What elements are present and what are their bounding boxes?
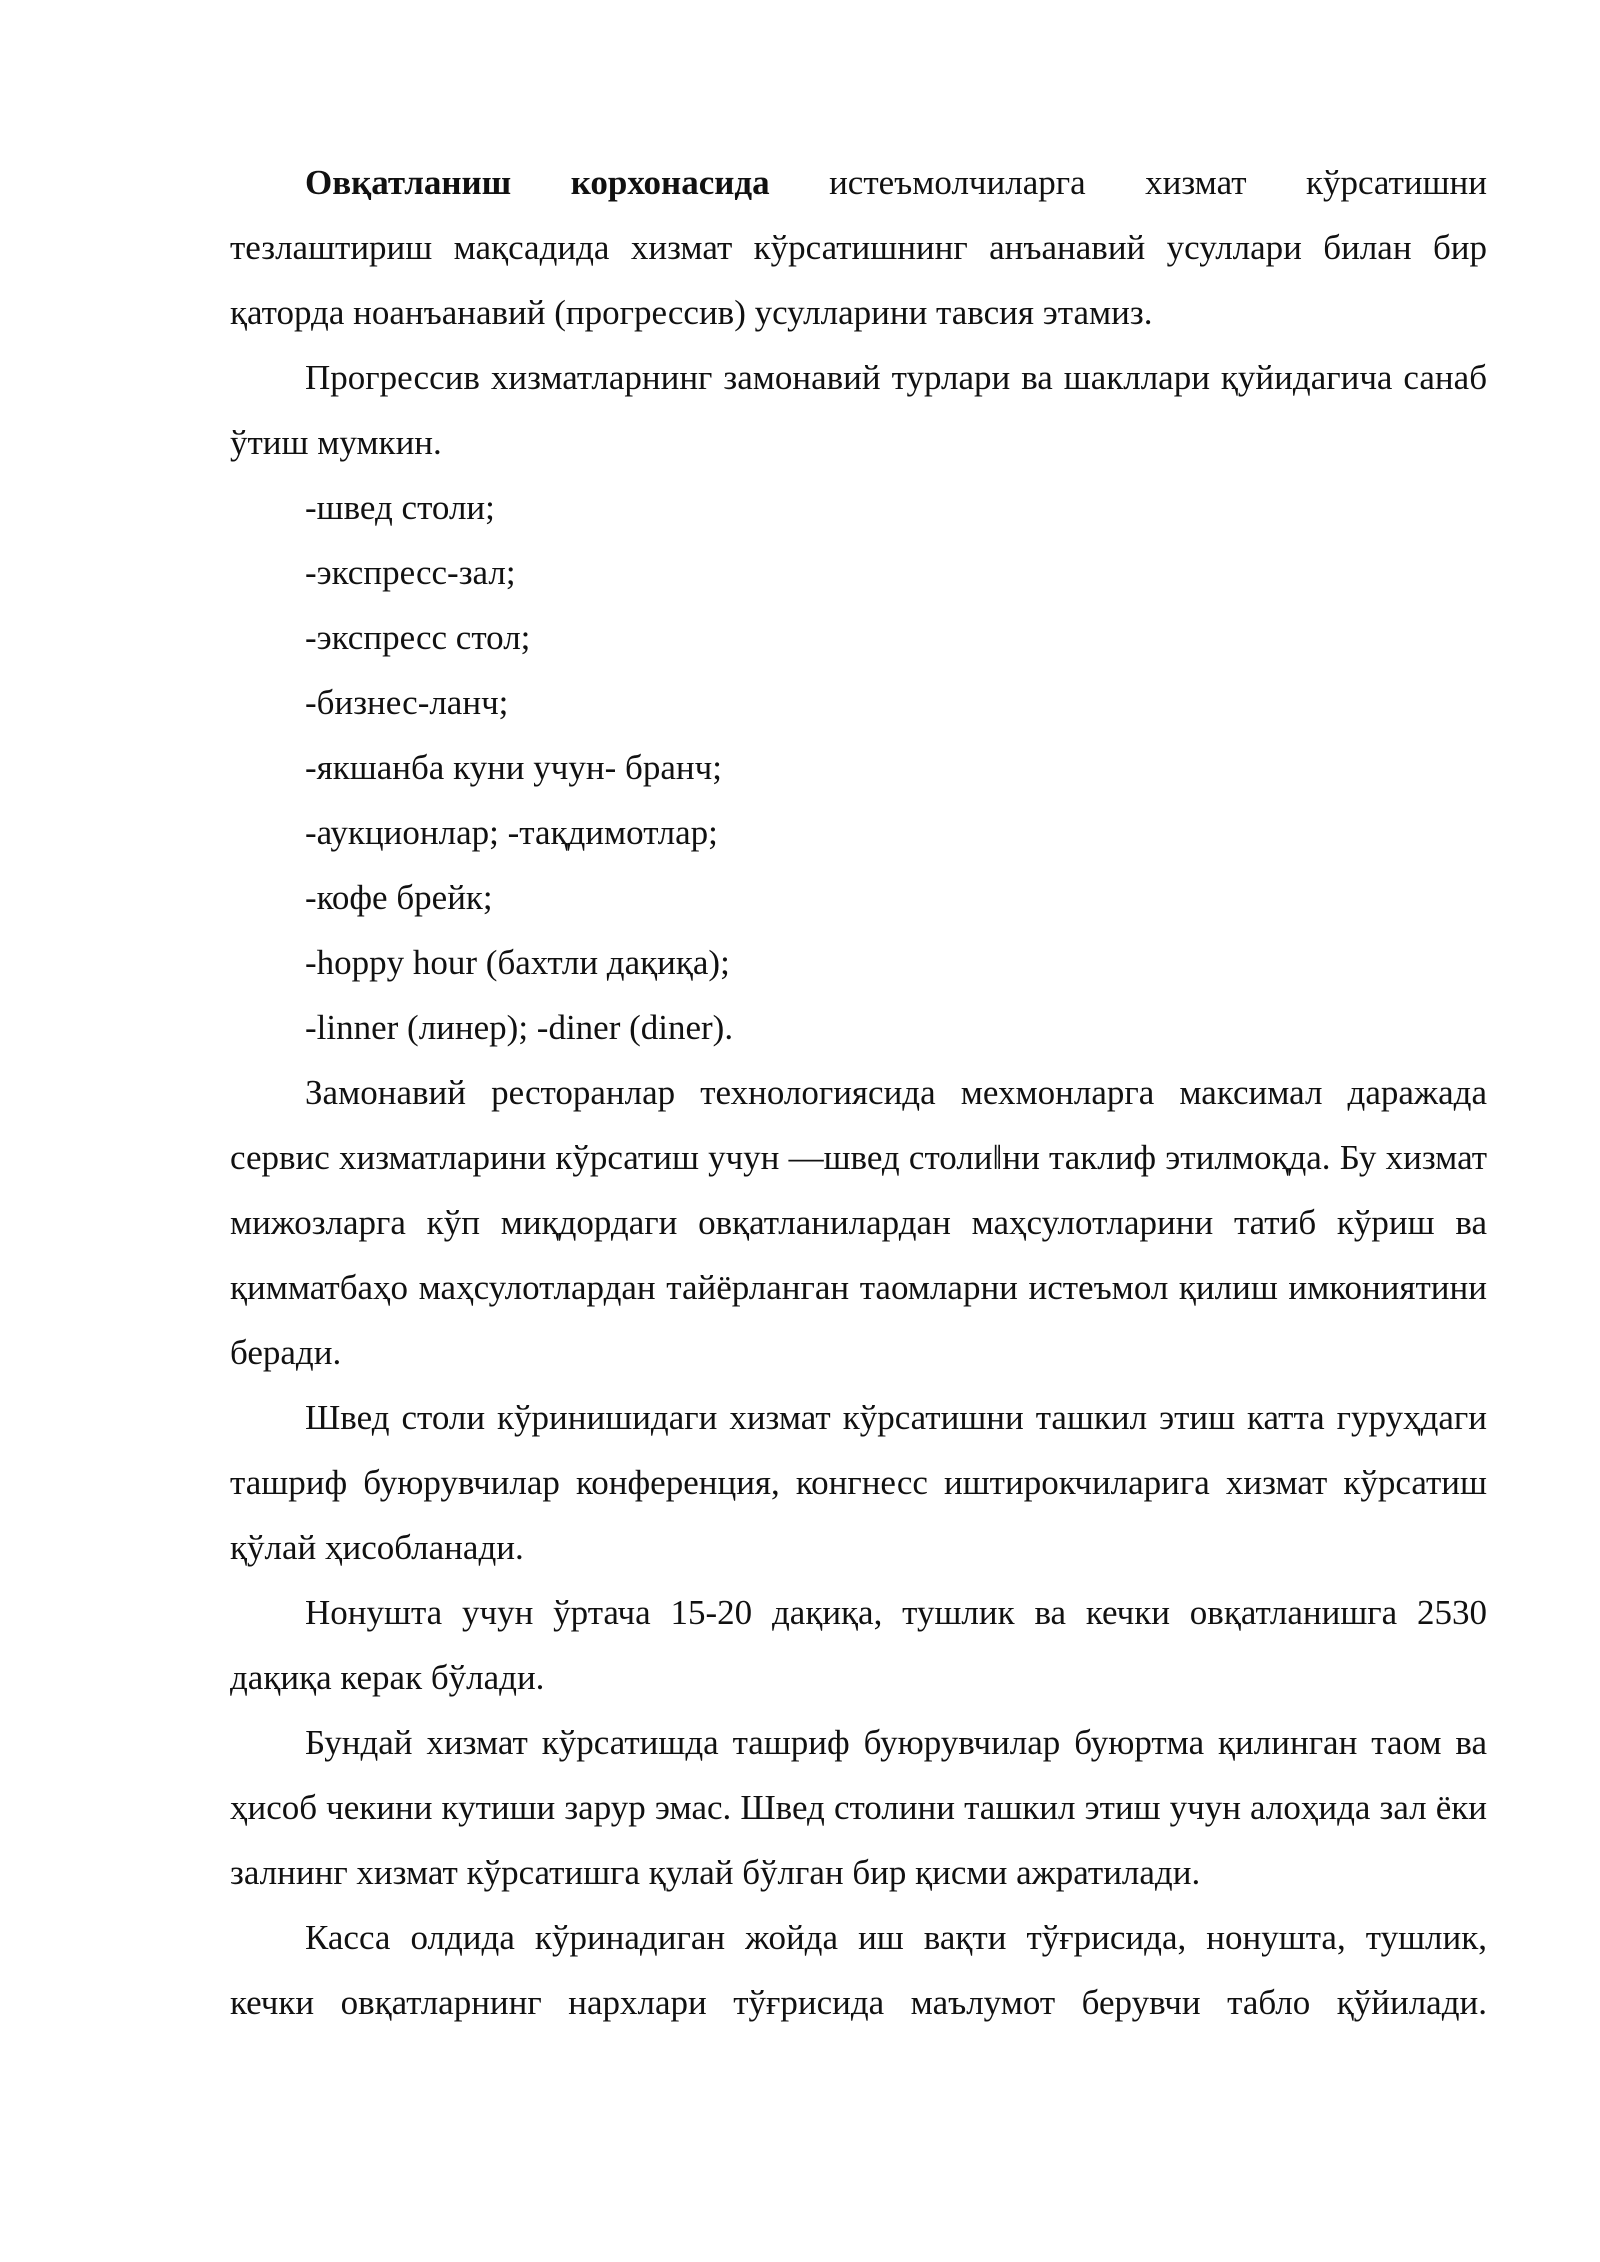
list-item: -бизнес-ланч; — [305, 683, 509, 722]
list-item: -linner (линер); -diner (diner). — [305, 1008, 734, 1047]
list-item: -кофе брейк; — [305, 878, 493, 917]
list-item: -экспресс-зал; — [305, 553, 516, 592]
paragraph-modern-restaurants: Замонавий ресторанлар технологиясида мехмонларга максимал даражада сервис хизматларини кўрсатиш учун ―швед столи‖ни таклиф этилмоқда. Бу хизмат мижозларга кўп миқдордаги овқатланилардан маҳсулотларини татиб кўриш ва қимматбаҳо маҳсулотлардан тайёрланган таомларни истеъмол қилиш имкониятини беради. — [230, 1073, 1487, 1372]
paragraph-buffet-organization: Швед столи кўринишидаги хизмат кўрсатишни ташкил этиш катта гуруҳдаги ташриф буюрувчилар конференция, конгнесс иштирокчиларига хизмат кўрсатиш қўлай ҳисобланади. — [230, 1398, 1487, 1567]
service-types-list — [230, 475, 1487, 1060]
intro-text: истеъмолчиларга хизмат кўрсатишни тезлаштириш мақсадида хизмат кўрсатишнинг анъанавий усуллари билан бир қаторда ноанъанавий (прогрессив) усулларини тавсия этамиз. — [230, 163, 1488, 332]
list-item: -якшанба куни учун- бранч; — [305, 748, 722, 787]
paragraph-meal-duration: Нонушта учун ўртача 15-20 дақиқа, тушлик ва кечки овқатланишга 2530 дақиқа керак бўлади. — [230, 1593, 1487, 1697]
paragraph-cashier-board: Касса олдида кўринадиган жойда иш вақти тўғрисида, нонушта, тушлик, кечки овқатларнинг нархлари тўғрисида маълумот берувчи табло қўйилади. — [230, 1918, 1487, 2022]
document-page — [230, 150, 1487, 2035]
paragraph-intro — [230, 150, 1487, 345]
paragraph-service-process: Бундай хизмат кўрсатишда ташриф буюрувчилар буюртма қилинган таом ва ҳисоб чекини кутиши зарур эмас. Швед столини ташкил этиш учун алоҳида зал ёки залнинг хизмат кўрсатишга қулай бўлган бир қисми ажратилади. — [230, 1723, 1487, 1892]
intro-bold-term: Овқатланиш корхонасида — [305, 163, 770, 202]
list-item: -аукционлар; -тақдимотлар; — [305, 813, 718, 852]
list-item: -экспресс стол; — [305, 618, 531, 657]
list-item: -hoppy hour (бахтли дақиқа); — [305, 943, 730, 982]
paragraph-progressive-types: Прогрессив хизматларнинг замонавий турлари ва шакллари қуйидагича санаб ўтиш мумкин. — [230, 358, 1487, 462]
list-item: -швед столи; — [305, 488, 495, 527]
